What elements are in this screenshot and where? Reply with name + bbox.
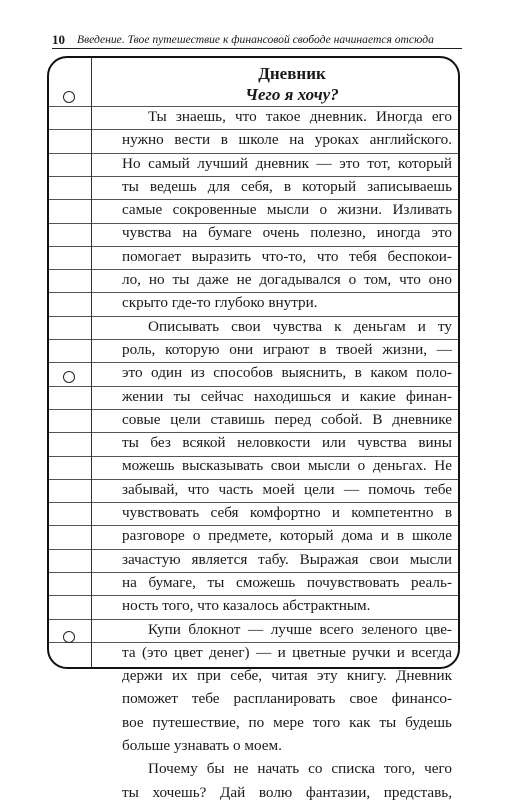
text-line: разговоре о предмете, который дома и в школе xyxy=(122,527,452,545)
punch-hole-icon xyxy=(63,631,75,643)
page-number: 10 xyxy=(52,32,65,47)
text-line: поможет тебе распланировать свое финансо- xyxy=(122,690,452,708)
text-line: Но самый лучший дневник — это тот, который xyxy=(122,154,452,172)
text-line: вое путешествие, по мере того как ты будешь xyxy=(122,713,452,731)
notebook-page-frame xyxy=(47,56,460,801)
text-line: больше узнавать о моем. xyxy=(122,737,282,755)
text-line: Почему бы не начать со списка того, чего xyxy=(148,760,452,778)
punch-hole-icon xyxy=(63,371,75,383)
text-line: помогает выразить что-то, что тебя беспокои- xyxy=(122,247,452,265)
text-line: можешь высказывать свои мысли о деньгах. Не xyxy=(122,457,452,475)
text-line: Ты знаешь, что такое дневник. Иногда его xyxy=(148,108,452,125)
diary-text-area xyxy=(122,64,452,804)
text-line: чувства на бумаге очень полезно, иногда это xyxy=(122,224,452,242)
text-line: роль, которую они играют в твоей жизни, — xyxy=(122,340,452,358)
text-line: ло, но ты даже не догадывался о том, что оно xyxy=(122,271,452,289)
running-title: Введение. Твое путешествие к финансовой свободе начинается отсюда xyxy=(77,33,434,46)
text-line: ты хочешь? Дай волю фантазии, представь, xyxy=(122,783,452,801)
punch-hole-icon xyxy=(63,91,75,103)
text-line: Купи блокнот — лучше всего зеленого цве- xyxy=(148,620,452,638)
text-line: совые цели ставишь перед собой. В дневнике xyxy=(122,410,452,428)
diary-title: Дневник xyxy=(258,64,326,83)
text-line: ность того, что казалось абстрактным. xyxy=(122,597,371,615)
text-line: та (это цвет денег) — и цветные ручки и всегда xyxy=(122,643,452,661)
text-line: ты ведешь для себя, в который записываешь xyxy=(122,177,452,195)
text-line: чувствовать себя комфортно и компетентно в xyxy=(122,504,452,522)
text-line: держи их при себе, читая эту книгу. Дневник xyxy=(122,667,452,685)
notebook-margin-line xyxy=(91,58,92,667)
diary-body xyxy=(122,105,452,804)
text-line: самые сокровенные мысли о жизни. Изливать xyxy=(122,201,452,219)
text-line: жении ты сейчас находишься и какие финан- xyxy=(122,387,452,405)
text-line: ты без всякой неловкости или чувства вины xyxy=(122,434,452,452)
text-line: нужно вести в школе на уроках английского. xyxy=(122,131,452,149)
text-line: скрыто где-то глубоко внутри. xyxy=(122,294,318,312)
running-header xyxy=(52,28,462,49)
text-line: это один из способов выяснить, в каком поло- xyxy=(122,364,452,382)
diary-subtitle: Чего я хочу? xyxy=(245,85,339,104)
text-line: на бумаге, ты сможешь почувствовать реаль- xyxy=(122,573,452,591)
text-line: зачастую является табу. Выражая свои мысли xyxy=(122,550,452,568)
text-line: забывай, что часть моей цели — помочь тебе xyxy=(122,480,452,498)
text-line: Описывать свои чувства к деньгам и ту xyxy=(148,317,452,335)
